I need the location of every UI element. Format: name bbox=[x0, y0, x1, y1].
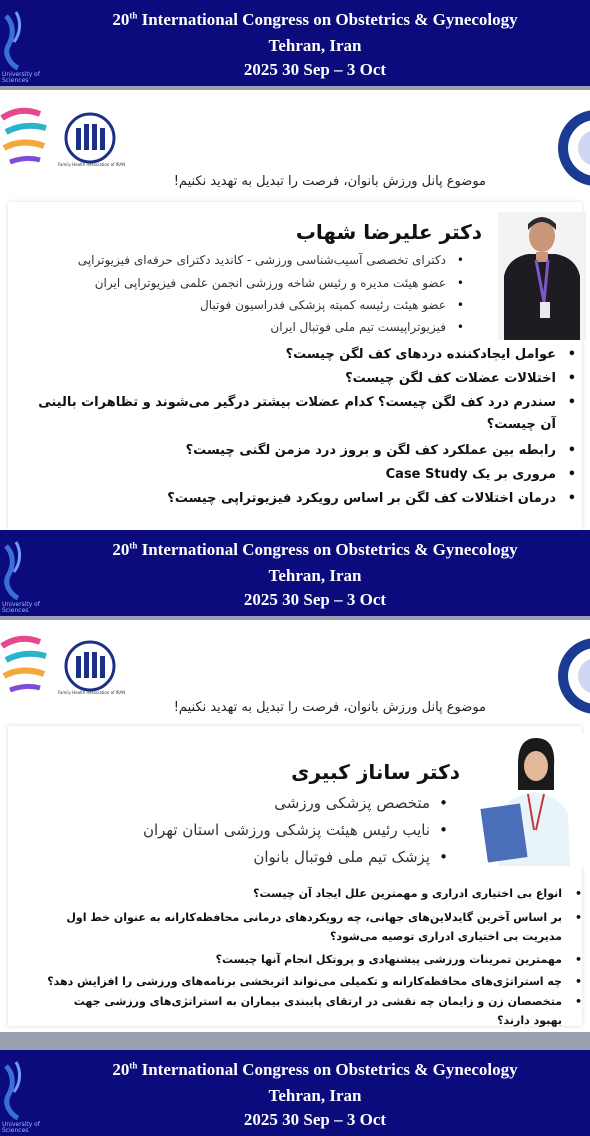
question-item: • انواع بی اختیاری ادراری و مهمترین علل ایجاد آن چیست؟ bbox=[253, 887, 582, 900]
university-label: University of Sciences bbox=[2, 71, 40, 84]
speaker-card bbox=[8, 726, 582, 1026]
credential-item: دکترای تخصصی آسیب‌شناسی ورزشی - کاندید دکترای حرفه‌ای فیزیوتراپی • bbox=[78, 253, 446, 267]
society-seal-icon bbox=[556, 106, 590, 190]
congress-dates: 2025 30 Sep – 3 Oct bbox=[243, 590, 387, 609]
credential-item: پزشک تیم ملی فوتبال بانوان • bbox=[253, 848, 430, 866]
family-health-icon bbox=[62, 112, 118, 164]
congress-location: Tehran, Iran bbox=[268, 36, 362, 55]
credential-item: عضو هیئت مدیره و رئیس شاخه ورزشی انجمن علمی فیزیوتراپی ایران • bbox=[95, 276, 446, 290]
congress-banner-bottom bbox=[0, 1050, 590, 1136]
question-item: • سندرم درد کف لگن چیست؟ کدام عضلات بیشتر درگیر می‌شوند و تظاهرات بالینی آن چیست؟ bbox=[38, 395, 576, 432]
doctor-name: دکتر علیرضا شهاب bbox=[295, 220, 482, 244]
question-item: • درمان اختلالات کف لگن بر اساس رویکرد فیزیوتراپی چیست؟ bbox=[167, 491, 576, 506]
question-item: • چه استراتژی‌های محافظه‌کارانه و تکمیلی می‌تواند اثربخشی برنامه‌های ورزشی را افزایش دهد؟ bbox=[47, 975, 582, 988]
panel-subtitle: موضوع پانل ورزش بانوان، فرصت را تبدیل به تهدید نکنیم! bbox=[173, 174, 486, 189]
fha-logo: Family Health Association of IRAN bbox=[62, 112, 132, 168]
question-item: • رابطه بین عملکرد کف لگن و بروز درد مزمن لگنی چیست؟ bbox=[185, 443, 576, 458]
congress-location: Tehran, Iran bbox=[268, 566, 362, 585]
question-item: • اختلالات عضلات کف لگن چیست؟ bbox=[345, 371, 576, 386]
credential-item: عضو هیئت رئیسه کمیته پزشکی فدراسیون فوتبال • bbox=[200, 298, 446, 312]
congress-title: 20th International Congress on Obstetrics & Gynecology bbox=[112, 1060, 518, 1079]
question-item: • مهمترین تمرینات ورزشی پیشنهادی و پروتکل انجام آنها چیست؟ bbox=[215, 953, 582, 966]
question-item: • بر اساس آخرین گایدلاین‌های جهانی، چه رویکردهای درمانی محافظه‌کارانه به عنوان خط اول مدیریت بی اختیاری ادراری توصیه می‌شود؟ bbox=[66, 911, 582, 943]
congress-logo-icon bbox=[0, 632, 58, 702]
speaker-photo bbox=[478, 734, 588, 866]
panel-kabiri bbox=[0, 620, 590, 1030]
fha-logo: Family Health Association of IRAN bbox=[62, 640, 132, 696]
credential-item: فیزیوتراپیست تیم ملی فوتبال ایران • bbox=[270, 320, 446, 334]
family-health-icon bbox=[62, 640, 118, 692]
university-label: University of Sciences bbox=[2, 1121, 40, 1134]
divider bbox=[0, 1032, 590, 1050]
university-label: University of Sciences bbox=[2, 601, 40, 614]
question-item: • عوامل ایجادکننده دردهای کف لگن چیست؟ bbox=[285, 347, 576, 362]
congress-banner-top bbox=[0, 0, 590, 86]
speaker-photo bbox=[498, 212, 586, 340]
panel-shahab bbox=[0, 90, 590, 530]
congress-title: 20th International Congress on Obstetrics & Gynecology bbox=[112, 540, 518, 559]
credential-item: متخصص پزشکی ورزشی • bbox=[274, 794, 430, 812]
speaker-card bbox=[8, 202, 582, 530]
question-item: • متخصصان زن و زایمان چه نقشی در ارتقای پایبندی بیماران به استراتژی‌های ورزشی جهت بهبود دارند؟ bbox=[73, 995, 582, 1027]
doctor-name: دکتر ساناز کبیری bbox=[291, 760, 460, 784]
panel-subtitle: موضوع پانل ورزش بانوان، فرصت را تبدیل به تهدید نکنیم! bbox=[173, 700, 486, 715]
credential-item: نایب رئیس هیئت پزشکی ورزشی استان تهران • bbox=[143, 821, 430, 839]
congress-title: 20th International Congress on Obstetrics & Gynecology bbox=[112, 10, 518, 29]
congress-dates: 2025 30 Sep – 3 Oct bbox=[243, 1110, 387, 1129]
question-item: • مروری بر یک Case Study bbox=[385, 467, 576, 482]
congress-logo-icon bbox=[0, 104, 58, 174]
congress-location: Tehran, Iran bbox=[268, 1086, 362, 1105]
society-seal-icon bbox=[556, 634, 590, 718]
congress-banner-middle bbox=[0, 530, 590, 616]
congress-dates: 2025 30 Sep – 3 Oct bbox=[243, 60, 387, 79]
